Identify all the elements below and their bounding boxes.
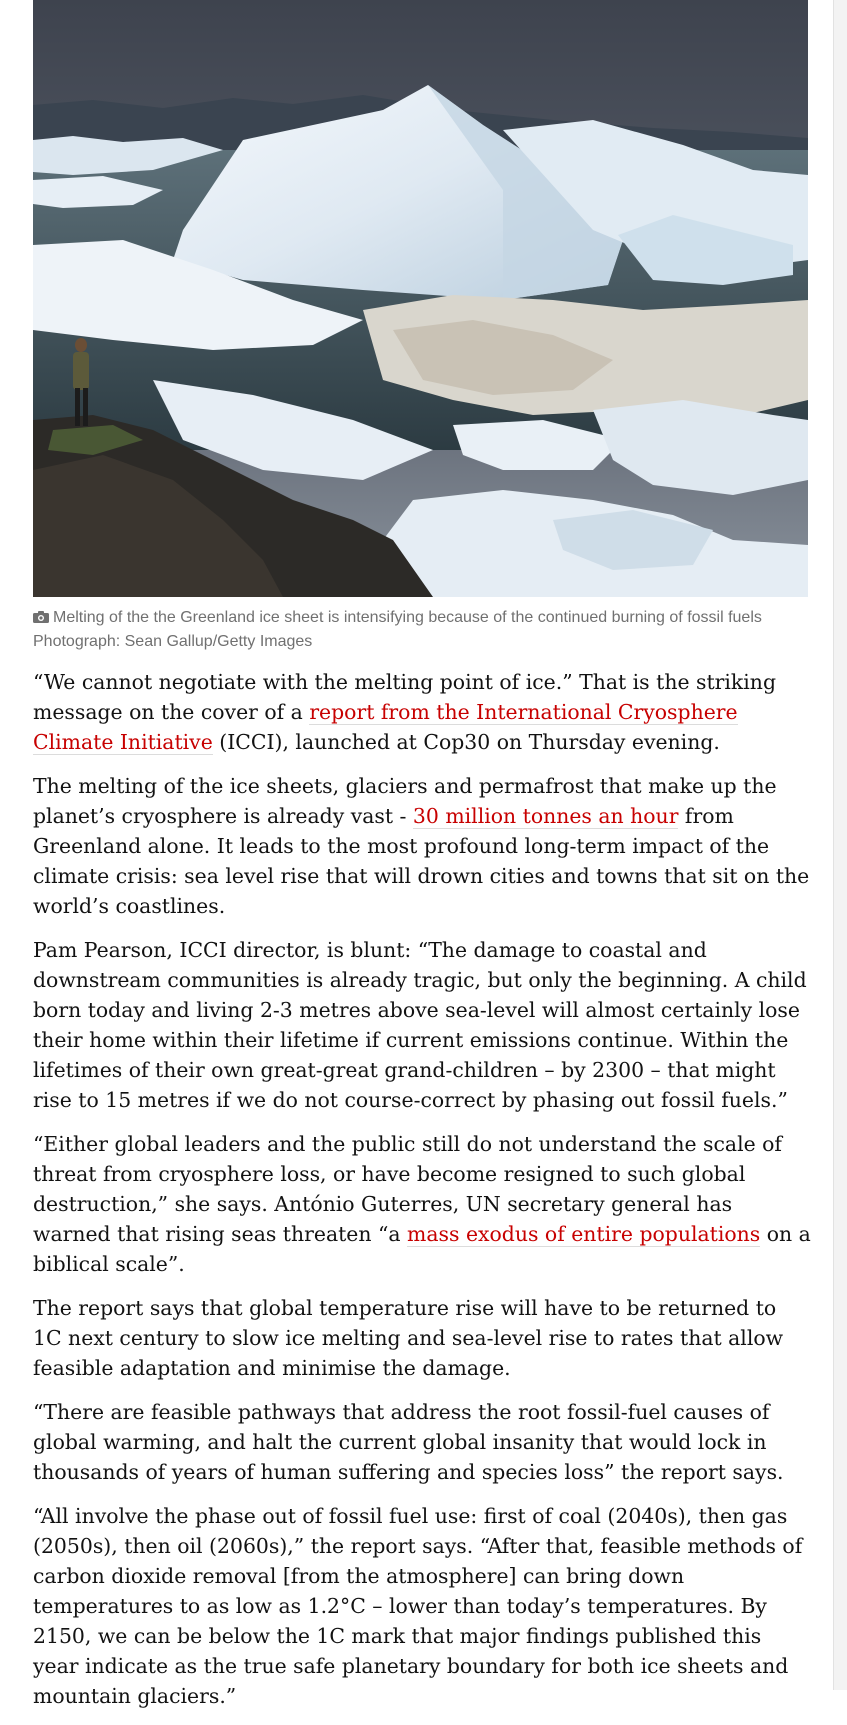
hero-image (33, 0, 808, 597)
article-paragraph-1: “We cannot negotiate with the melting point of ice.” That is the striking message on the cover of a report from the International Cryosphere Climate Initiative (ICCI), launched at Cop30 on Thursday evening. (33, 670, 776, 754)
caption-credit: Photograph: Sean Gallup/Getty Images (33, 633, 313, 650)
page-scrollbar-gutter[interactable] (833, 0, 847, 1690)
article-paragraph-6: “There are feasible pathways that address the root fossil-fuel causes of global warming, and halt the current global insanity that would lock in thousands of years of human suffering and species loss” the report says. (33, 1400, 784, 1484)
mass-exodus-link[interactable]: mass exodus of entire populations (407, 1222, 761, 1246)
caption-text: Melting of the the Greenland ice sheet is intensifying because of the continued burning of fossil fuels (53, 609, 762, 626)
article-paragraph-7: “All involve the phase out of fossil fuel use: first of coal (2040s), then gas (2050s), then oil (2060s),” the report says. “After that, feasible methods of carbon dioxide removal [from the atmosphere] can bring down temperatures to as low as 1.2°C – lower than today’s temperatures. By 2150, we can be below the 1C mark that major findings published this year indicate as the true safe planetary boundary for both ice sheets and mountain glaciers.” (33, 1504, 803, 1708)
camera-icon (33, 607, 49, 630)
tonnes-per-hour-link[interactable]: 30 million tonnes an hour (412, 804, 679, 828)
article-paragraph-3: Pam Pearson, ICCI director, is blunt: “The damage to coastal and downstream communities is already tragic, but only the beginning. A child born today and living 2-3 metres above sea-level will almost certainly lose their home within their lifetime if current emissions continue. Within the lifetimes of their own great-great grand-children – by 2300 – that might rise to 15 metres if we do not course-correct by phasing out fossil fuels.” (33, 938, 807, 1112)
icci-report-link[interactable]: report from the International Cryosphere Climate Initiative (33, 700, 738, 754)
article-paragraph-2: The melting of the ice sheets, glaciers and permafrost that make up the planet’s cryosphere is already vast - 30 million tonnes an hour from Greenland alone. It leads to the most profound long-term impact of the climate crisis: sea level rise that will drown cities and towns that sit on the world’s coastlines. (33, 774, 810, 918)
glacier-photo (33, 0, 808, 597)
article-paragraph-5: The report says that global temperature rise will have to be returned to 1C next century to slow ice melting and sea-level rise to rates that allow feasible adaptation and minimise the damage. (33, 1296, 784, 1380)
article-paragraph-4: “Either global leaders and the public still do not understand the scale of threat from cryosphere loss, or have become resigned to such global destruction,” she says. António Guterres, UN secretary general has warned that rising seas threaten “a mass exodus of entire populations on a biblical scale”. (33, 1132, 811, 1276)
image-caption (33, 606, 813, 653)
article-body (33, 667, 811, 1725)
